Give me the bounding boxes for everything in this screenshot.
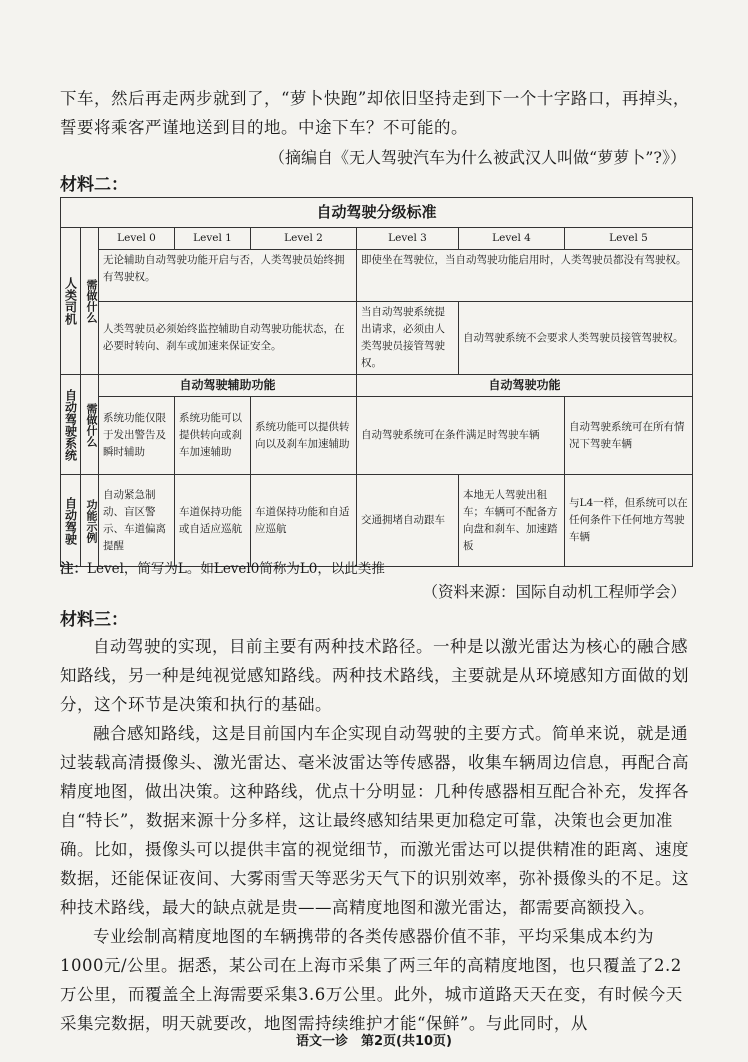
material-3-paragraph: 自动驾驶的实现，目前主要有两种技术路径。一种是以激光雷达为核心的融合感知路线，另一种是纯视觉感知路线。两种技术路线，主要就是从环境感知方面做的划分，这个环节是决策和执行的基础。 [60, 637, 689, 714]
example-l2: 车道保持功能和自适应巡航 [251, 475, 357, 567]
material-2-heading: 材料二： [60, 175, 128, 195]
level-header-row [61, 228, 693, 250]
example-l3: 交通拥堵自动跟车 [357, 475, 459, 567]
level-4: Level 4 [459, 228, 565, 250]
note-text: Level，简写为L。如Level0简称为L0，以此类推 [87, 561, 385, 577]
row-header-system: 自动驾驶系统 [61, 375, 81, 475]
example-l4: 本地无人驾驶出租车；车辆可不配备方向盘和刹车、加速踏板 [459, 475, 565, 567]
note-label: 注： [60, 561, 87, 577]
example-l1: 车道保持功能或自适应巡航 [175, 475, 251, 567]
material-3-body [60, 632, 692, 1038]
material-3-paragraph: 专业绘制高精度地图的车辆携带的各类传感器价值不菲，平均采集成本约为1000元/公里。据悉，某公司在上海市采集了两三年的高精度地图，也只覆盖了2.2万公里，而覆盖全上海需要采集3.6万公里。此外，城市道路天天在变，有时候今天采集完数据，明天就要改，地图需持续维护才能“保鲜”。与此同时，从 [60, 927, 683, 1033]
level-1: Level 1 [175, 228, 251, 250]
page-footer: 语文一诊 第2页(共10页) [295, 1034, 453, 1049]
material-3-paragraph: 融合感知路线，这是目前国内车企实现自动驾驶的主要方式。简单来说，就是通过装载高清摄像头、激光雷达、毫米波雷达等传感器，收集车辆周边信息，再配合高精度地图，做出决策。这种路线，优点十分明显：几种传感器相互配合补充，发挥各自“特长”，数据来源十分多样，这让最终感知结果更加稳定可靠，决策也会更加准确。比如，摄像头可以提供丰富的视觉细节，而激光雷达可以提供精准的距离、速度数据，还能保证夜间、大雾雨雪天等恶劣天气下的识别效率，弥补摄像头的不足。这种技术路线，最大的缺点就是贵——高精度地图和激光雷达，都需要高额投入。 [60, 724, 689, 917]
material-3-heading: 材料三： [60, 610, 128, 630]
table-note [60, 557, 385, 577]
source-citation-1: （摘编自《无人驾驶汽车为什么被武汉人叫做“萝萝卜”?》） [269, 148, 686, 167]
row-sub-system-what-to-do: 需做什么 [81, 375, 99, 475]
row-header-human-driver: 人类司机 [61, 228, 81, 375]
row-header-examples: 自动驾驶 [61, 475, 81, 567]
section-assist-functions: 自动驾驶辅助功能 [99, 375, 357, 397]
source-citation-2: （资料来源：国际自动机工程师学会） [422, 583, 686, 601]
example-l0: 自动紧急制动、盲区警示、车道偏离提醒 [99, 475, 175, 567]
human-takeover-l3: 当自动驾驶系统提出请求，必须由人类驾驶员接管驾驶权。 [357, 302, 459, 375]
system-l3-l4: 自动驾驶系统可在条件满足时驾驶车辆 [357, 397, 565, 475]
example-l5: 与L4一样，但系统可以在任何条件下任何地方驾驶车辆 [565, 475, 693, 567]
row-sub-what-to-do: 需做什么 [81, 228, 99, 375]
level-3: Level 3 [357, 228, 459, 250]
level-2: Level 2 [251, 228, 357, 250]
human-driving-right-l3-l5: 即使坐在驾驶位，当自动驾驶功能启用时，人类驾驶员都没有驾驶权。 [357, 250, 693, 302]
row-sub-function-examples: 功能示例 [81, 475, 99, 567]
table-title: 自动驾驶分级标准 [61, 198, 693, 228]
human-driving-right-l0-l2: 无论辅助自动驾驶功能开启与否，人类驾驶员始终拥有驾驶权。 [99, 250, 357, 302]
intro-paragraph: 下车，然后再走两步就到了，“萝卜快跑”却依旧坚持走到下一个十字路口，再掉头，誓要将乘客严谨地送到目的地。中途下车？不可能的。 [60, 89, 690, 137]
system-l0: 系统功能仅限于发出警告及瞬时辅助 [99, 397, 175, 475]
system-l2: 系统功能可以提供转向以及刹车加速辅助 [251, 397, 357, 475]
system-l1: 系统功能可以提供转向或刹车加速辅助 [175, 397, 251, 475]
no-takeover-l4-l5: 自动驾驶系统不会要求人类驾驶员接管驾驶权。 [459, 302, 693, 375]
level-0: Level 0 [99, 228, 175, 250]
autonomy-levels-table [60, 197, 693, 567]
level-5: Level 5 [565, 228, 693, 250]
system-l5: 自动驾驶系统可在所有情况下驾驶车辆 [565, 397, 693, 475]
section-auto-functions: 自动驾驶功能 [357, 375, 693, 397]
human-monitor-l0-l2: 人类驾驶员必须始终监控辅助自动驾驶功能状态，在必要时转向、刹车或加速来保证安全。 [99, 302, 357, 375]
